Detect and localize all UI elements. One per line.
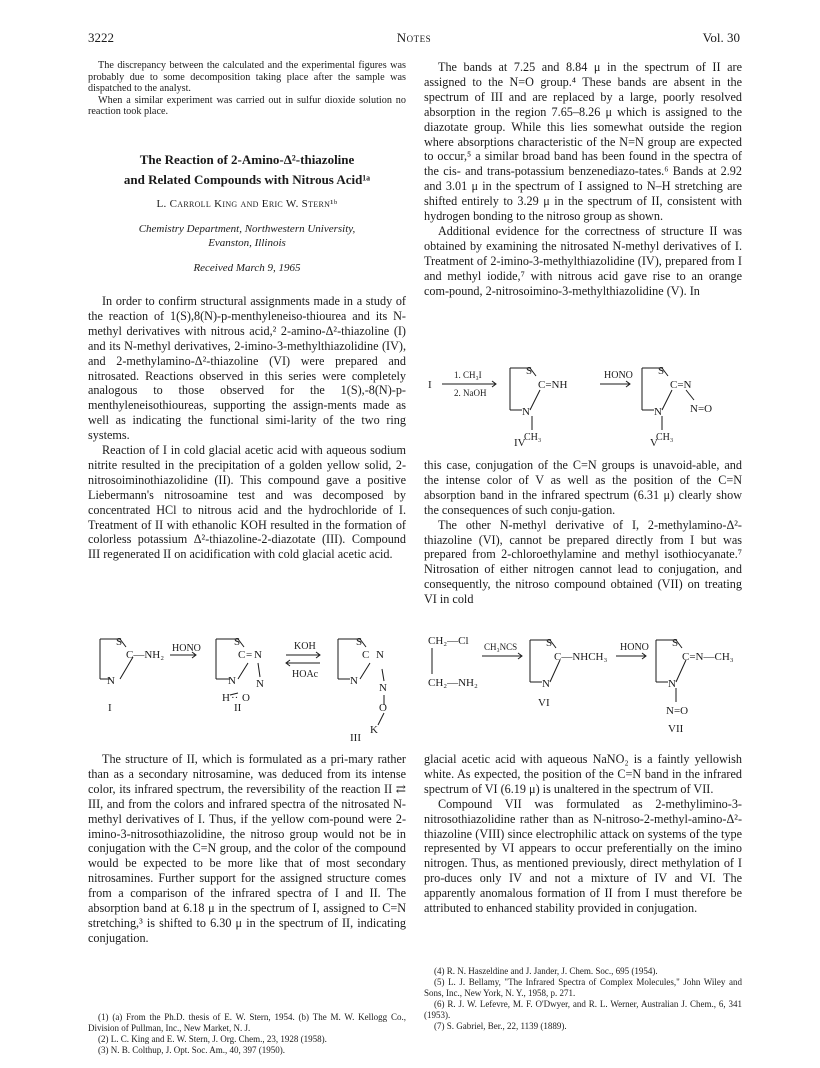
paragraph: The structure of II, which is formulated as a pri-mary rather than as a secondary nitrosamine, was deduced from its intense color, its infrared spectrum, the reversibility of the reaction II ⇄ III, and from the colors and infrared spectra of the nitrosated N-methyl derivatives of I. Thus, if the yellow com-pound were 2-imino-3-nitrosothiazolidine, the nitroso group would not be in conjugation with the C=N group, and the color of the compound would be expected to be more like that of most secondary nitrosamines. Further support for the assigned structure comes from a comparison of the infrared spectra of I and II. The absorption band at 6.18 μ in the spectrum of I, assigned to C=N stretching,³ is shifted to 6.30 μ in the spectrum of II, indicating conjugation. <box>88 752 406 945</box>
n-atom: N <box>254 649 262 661</box>
double-bond: = <box>246 649 253 661</box>
s-atom: S <box>546 637 553 649</box>
carryover-paragraph-1: The discrepancy between the calculated and the experimental figures was probably due to some decomposition taking place after the sample was dispatched to the analyst. <box>88 60 406 95</box>
paragraph: The other N-methyl derivative of I, 2-methylamino-Δ²-thiazoline (VI), cannot be prepared directly from I but was prepared from 2-chloroethylamine and methyl isothiocyanate.⁷ Nitrosation of either nitrogen cannot lead to conjugation, and consequently, the nitroso compound obtained (VII) on treating VI in cold <box>424 517 742 607</box>
page-number: 3222 <box>88 30 114 45</box>
n-atom: N <box>668 678 676 690</box>
s-atom: S <box>356 636 363 648</box>
footnote: (5) L. J. Bellamy, "The Infrared Spectra of Complex Molecules," John Wiley and Sons, Inc., New York, N. Y., 1958, p. 271. <box>424 977 742 998</box>
hbond-dots: ·· <box>231 692 239 704</box>
c-atom: C <box>362 649 370 661</box>
reaction-scheme-3 <box>424 630 754 742</box>
compound-label-vi: VI <box>538 697 550 709</box>
h-atom: H <box>222 692 230 704</box>
ch2cl-group: CH₂—Cl <box>428 635 469 647</box>
reagent-hono: HONO <box>604 370 633 381</box>
compound-label-i: I <box>108 702 112 714</box>
paragraph: In order to confirm structural assignments made in a study of the reaction of 1(S),8(N)-p-menthyleneiso-thiourea and its N-methyl derivatives with nitrous acid,² 2-amino-Δ²-thiazoline (I) and its N-methyl derivatives, 2-imino-3-methylthiazolidine (IV), and 2-methylamino-Δ²-thiazoline (VI) were prepared and nitrosated. Reactions observed in this series were completely analogous to those observed for the 1(S),-8(N)-p-menthyleneisothioureas, supporting the assign-ments made as well as indicating the functional simi-larity of the two ring systems. <box>88 293 406 443</box>
institution-line2: Evanston, Illinois <box>208 236 286 249</box>
paragraph: Compound VII was formulated as 2-methylimino-3-nitrosothiazolidine rather than as N-nitroso-2-methyl-amino-Δ²-thiazoline (VIII) since electrophilic attack on systems of the type represented by VI appears to occur preferentially on the imino nitrogen. Thus, as mentioned previously, direct methylation of I pro-duces only IV and not a mixture of IV and VI. The apparently anomalous formation of II from I must therefore be attributed to enhanced stability provided in conjugation. <box>424 796 742 916</box>
footnote: (4) R. N. Haszeldine and J. Jander, J. Chem. Soc., 695 (1954). <box>434 966 658 976</box>
article-heading <box>88 150 406 274</box>
s-atom: S <box>526 365 533 377</box>
right-footnotes <box>424 966 742 1032</box>
compound-label-v: V <box>650 437 658 449</box>
right-column-middle <box>424 458 742 607</box>
article-authors: L. Carroll King and Eric W. Stern¹ᵇ <box>156 197 338 210</box>
volume-label: Vol. 30 <box>702 30 740 45</box>
n-atom: N <box>522 406 530 418</box>
reagent-ch3ncs: CH₃NCS <box>484 642 518 652</box>
article-title-line2: and Related Compounds with Nitrous Acid¹ᵃ <box>123 171 371 187</box>
compound-label-vii: VII <box>668 723 684 735</box>
paragraph: Reaction of I in cold glacial acetic acid with aqueous sodium nitrite resulted in the precipitation of a golden yellow solid, 2-nitrosoiminothiazolidine (II). This compound gave a positive Liebermann's nitrosoamine test and was decomposed by concentrated HCl to nitrous acid and the hydrochloride of I. Treatment of II with ethanolic KOH resulted in the formation of colorless potassium Δ²-thiazoline-2-diazotate (III). Compound III regenerated II on acidification with cold glacial acetic acid. <box>88 443 406 562</box>
paragraph: Additional evidence for the correctness of structure II was obtained by examining the nitrosated N-methyl derivatives of I. Treatment of 2-imino-3-methylthiazolidine (IV), prepared from I and methyl iodide,⁷ with nitrous acid gave rise to an orange com-pound, 2-nitrosoimino-3-methylthiazolidine (V). In <box>424 223 742 298</box>
n-atom: N <box>350 675 358 687</box>
c-nch3-group: C=N—CH₃ <box>682 651 734 663</box>
right-column-bottom <box>424 752 742 916</box>
left-column-bottom <box>88 752 406 946</box>
paragraph: The bands at 7.25 and 8.84 μ in the spectrum of II are assigned to the N=O group.⁴ These bands are absent in the spectrum of III and are replaced by a large, poorly resolved absorption in the region 7.65–8.26 μ which is assigned to the diazotate group. While this lies somewhat outside the region where absorptions characteristic of the N=N group are expected to occur,⁵ a similar broad band has been found in the spectra of the cis- and trans-potassium benzenediazo-tates.⁶ Bands at 2.92 and 3.01 μ in the spectrum of I assigned to N–H stretching are shifted entirely to 3.29 μ in the spectrum of II, consistent with hydrogen bonding to the nitroso group as shown. <box>424 60 742 224</box>
reagent-koh: KOH <box>294 641 316 652</box>
methyl-group: CH₃ <box>656 432 674 443</box>
n-atom: N <box>228 675 236 687</box>
section-title: Notes <box>396 30 432 45</box>
nitroso-group: N=O <box>690 403 713 415</box>
carryover-paragraph-2: When a similar experiment was carried out in sulfur dioxide solution no reaction took place. <box>88 94 406 118</box>
reaction-scheme-2 <box>424 360 744 450</box>
reagent-hono: HONO <box>620 642 649 653</box>
reagent-hono: HONO <box>172 643 201 654</box>
c-nh-group: C=NH <box>538 379 568 391</box>
s-atom: S <box>658 365 665 377</box>
n-atom: N <box>376 649 384 661</box>
s-atom: S <box>672 637 679 649</box>
n-atom: N <box>256 678 264 690</box>
nitroso-group: N=O <box>666 705 689 717</box>
c-atom: C <box>238 649 246 661</box>
reagent-step1: 1. CH₃I <box>454 370 482 380</box>
compound-label-ii: II <box>234 702 242 714</box>
c-n-group: C=N <box>670 379 692 391</box>
left-column-top <box>88 60 406 562</box>
k-atom: K <box>370 724 378 736</box>
methyl-group: CH₃ <box>524 432 542 443</box>
ch2nh2-group: CH₂—NH₂ <box>428 677 478 689</box>
running-header <box>88 30 740 50</box>
reagent-step2: 2. NaOH <box>454 388 487 398</box>
footnote: (2) L. C. King and E. W. Stern, J. Org. Chem., 23, 1928 (1958). <box>98 1034 327 1044</box>
received-date: Received March 9, 1965 <box>193 261 301 274</box>
s-atom: S <box>234 636 241 648</box>
s-atom: S <box>116 636 123 648</box>
compound-label-iii: III <box>350 732 361 744</box>
paragraph: this case, conjugation of the C=N groups is unavoid-able, and the intense color of V as well as the position of the C=N absorption band in the infrared spectrum (6.31 μ) clearly show the consequences of such conju-gation. <box>424 458 742 517</box>
right-column-top <box>424 60 742 299</box>
o-atom: O <box>242 692 250 704</box>
n-atom: N <box>654 406 662 418</box>
compound-label-iv: IV <box>514 437 526 449</box>
left-footnotes <box>88 1012 406 1056</box>
n-atom: N <box>542 678 550 690</box>
compound-label-i: I <box>428 379 432 391</box>
footnote: (3) N. B. Colthup, J. Opt. Soc. Am., 40, 397 (1950). <box>98 1045 286 1055</box>
footnote: (7) S. Gabriel, Ber., 22, 1139 (1889). <box>434 1021 567 1031</box>
o-atom: O <box>379 702 387 714</box>
c-nhch3-group: C—NHCH₃ <box>554 651 608 663</box>
n-atom: N <box>379 682 387 694</box>
c-nh2-group: C—NH₂ <box>126 649 165 661</box>
reaction-scheme-1 <box>88 625 418 745</box>
reagent-hoac: HOAc <box>292 669 319 680</box>
n-atom: N <box>107 675 115 687</box>
footnote: (6) R. J. W. Lefevre, M. F. O'Dwyer, and R. L. Werner, Australian J. Chem., 6, 341 (1953). <box>424 999 742 1020</box>
intro-body <box>88 294 406 562</box>
institution-line1: Chemistry Department, Northwestern University, <box>138 222 356 235</box>
article-title-line1: The Reaction of 2-Amino-Δ²-thiazoline <box>139 151 355 167</box>
footnote: (1) (a) From the Ph.D. thesis of E. W. Stern, 1954. (b) The M. W. Kellogg Co., Division of Pullman, Inc., New Market, N. J. <box>88 1012 406 1033</box>
paragraph: glacial acetic acid with aqueous NaNO₂ is a faintly yellowish white. As expected, the position of the C=N band in the infrared spectrum of VI (6.19 μ) is unaltered in the spectrum of VII. <box>424 752 742 796</box>
